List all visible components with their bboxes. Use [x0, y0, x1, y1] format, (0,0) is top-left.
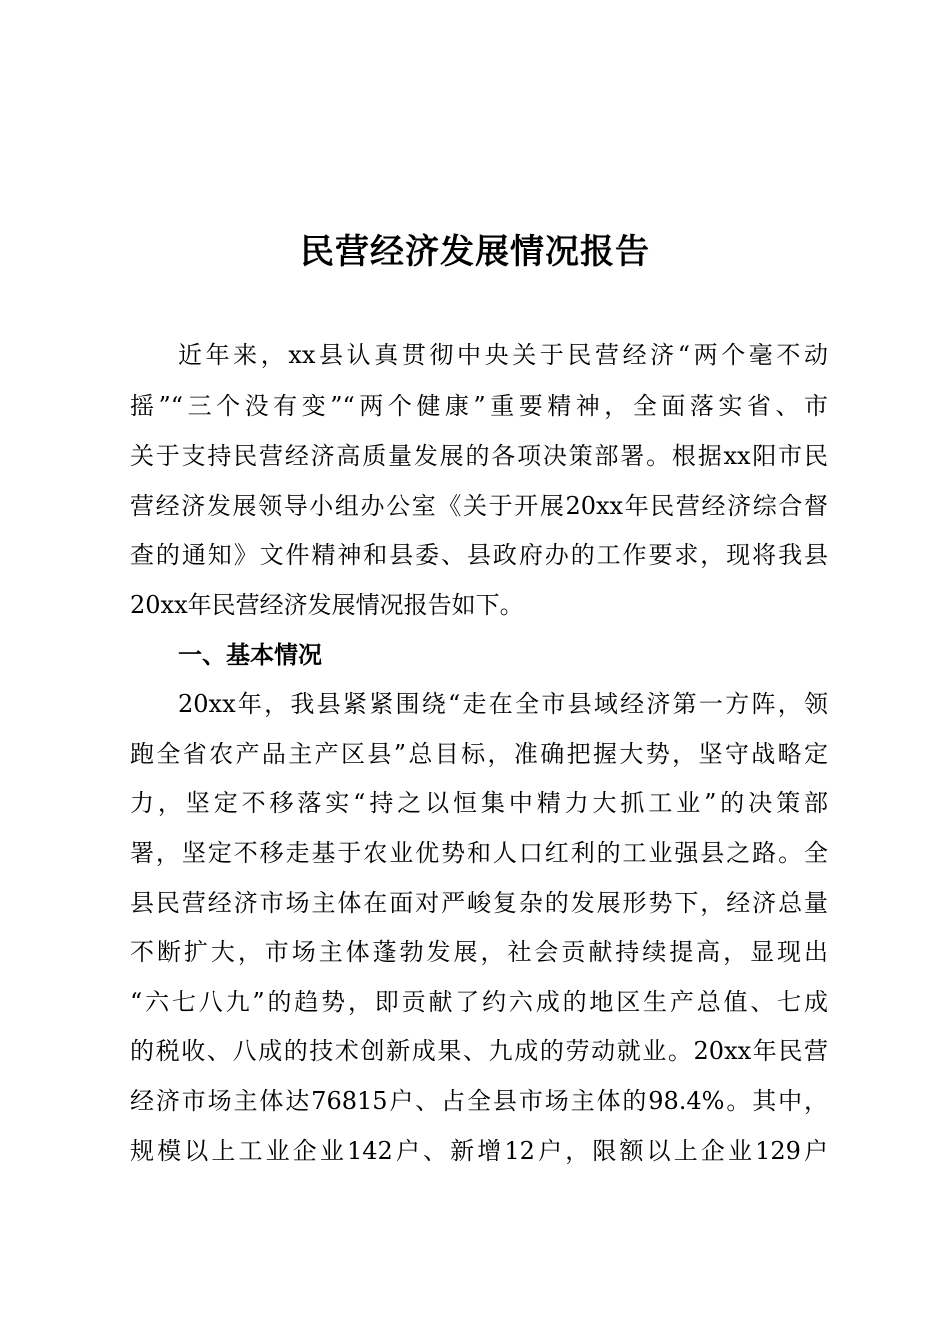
body-line: 署，坚定不移走基于农业优势和人口红利的工业强县之路。全 — [130, 839, 828, 867]
intro-line: 摇”“三个没有变”“两个健康”重要精神，全面落实省、市 — [130, 392, 828, 420]
body-line: 20xx年，我县紧紧围绕“走在全市县域经济第一方阵，领 — [178, 690, 828, 718]
body-line: 规模以上工业企业142户、新增12户，限额以上企业129户 — [130, 1137, 828, 1165]
intro-line: 20xx年民营经济发展情况报告如下。 — [130, 591, 524, 619]
body-line: 力，坚定不移落实“持之以恒集中精力大抓工业”的决策部 — [130, 789, 828, 817]
body-line: 不断扩大，市场主体蓬勃发展，社会贡献持续提高，显现出 — [130, 938, 828, 966]
document-title: 民营经济发展情况报告 — [300, 232, 650, 272]
body-line: “六七八九”的趋势，即贡献了约六成的地区生产总值、七成 — [130, 988, 828, 1016]
section-heading: 一、基本情况 — [178, 641, 322, 669]
intro-line: 关于支持民营经济高质量发展的各项决策部署。根据xx阳市民 — [130, 442, 828, 470]
body-line: 的税收、八成的技术创新成果、九成的劳动就业。20xx年民营 — [130, 1037, 828, 1065]
body-line: 县民营经济市场主体在面对严峻复杂的发展形势下，经济总量 — [130, 889, 828, 917]
intro-line: 营经济发展领导小组办公室《关于开展20xx年民营经济综合督 — [130, 492, 828, 520]
intro-line: 近年来，xx县认真贯彻中央关于民营经济“两个毫不动 — [178, 341, 828, 369]
intro-line: 查的通知》文件精神和县委、县政府办的工作要求，现将我县 — [130, 541, 828, 569]
body-line: 经济市场主体达76815户、占全县市场主体的98.4%。其中， — [130, 1087, 828, 1115]
body-line: 跑全省农产品主产区县”总目标，准确把握大势，坚守战略定 — [130, 740, 828, 768]
